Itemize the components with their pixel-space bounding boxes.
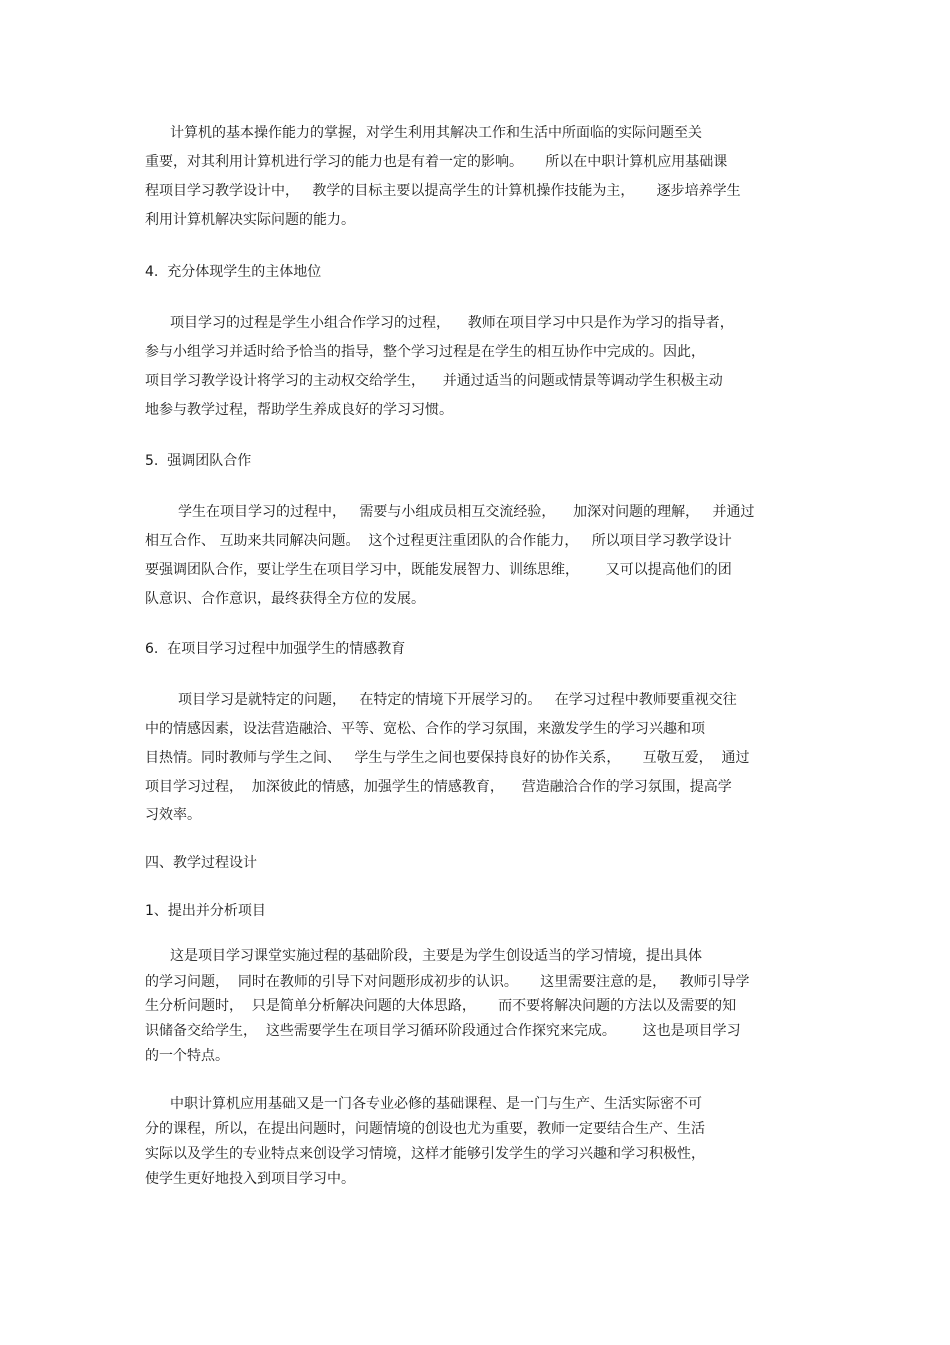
text-line: 项目学习是就特定的问题， 在特定的情境下开展学习的。 在学习过程中教师要重视交往 <box>178 692 737 708</box>
text-line: 分的课程，所以，在提出问题时，问题情境的创设也尤为重要，教师一定要结合生产、生活 <box>145 1121 705 1137</box>
text-line: 的学习问题， 同时在教师的引导下对问题形成初步的认识。 这里需要注意的是， 教师引导学 <box>145 974 750 990</box>
text-line: 这是项目学习课堂实施过程的基础阶段，主要是为学生创设适当的学习情境，提出具体 <box>170 948 702 964</box>
text-line: 要强调团队合作，要让学生在项目学习中，既能发展智力、训练思维， 又可以提高他们的团 <box>145 562 732 578</box>
text-line: 地参与教学过程，帮助学生养成良好的学习习惯。 <box>145 402 453 418</box>
text-line: 使学生更好地投入到项目学习中。 <box>145 1171 355 1187</box>
text-line: 相互合作、 互助来共同解决问题。 这个过程更注重团队的合作能力， 所以项目学习教学设计 <box>145 533 732 549</box>
text-line: 中的情感因素，设法营造融洽、平等、宽松、合作的学习氛围，来激发学生的学习兴趣和项 <box>145 721 705 737</box>
text-line: 计算机的基本操作能力的掌握，对学生利用其解决工作和生活中所面临的实际问题至关 <box>170 125 702 141</box>
text-line: 中职计算机应用基础又是一门各专业必修的基础课程、是一门与生产、生活实际密不可 <box>170 1096 702 1112</box>
text-line: 识储备交给学生， 这些需要学生在项目学习循环阶段通过合作探究来完成。 这也是项目学习 <box>145 1023 741 1039</box>
text-line: 目热情。同时教师与学生之间、 学生与学生之间也要保持良好的协作关系， 互敬互爱， 通过 <box>145 750 750 766</box>
text-line: 生分析问题时， 只是简单分析解决问题的大体思路， 而不要将解决问题的方法以及需要的知 <box>145 998 737 1014</box>
text-line: 项目学习教学设计将学习的主动权交给学生， 并通过适当的问题或情景等调动学生积极主动 <box>145 373 723 389</box>
text-line: 队意识、合作意识，最终获得全方位的发展。 <box>145 591 425 607</box>
text-line: 利用计算机解决实际问题的能力。 <box>145 212 355 228</box>
text-line: 项目学习的过程是学生小组合作学习的过程， 教师在项目学习中只是作为学习的指导者， <box>170 315 734 331</box>
section-heading: 5. 强调团队合作 <box>145 453 252 469</box>
section-heading: 四、教学过程设计 <box>145 855 257 871</box>
section-heading: 1、提出并分析项目 <box>145 903 266 919</box>
text-line: 程项目学习教学设计中， 教学的目标主要以提高学生的计算机操作技能为主， 逐步培养学生 <box>145 183 741 199</box>
text-line: 参与小组学习并适时给予恰当的指导，整个学习过程是在学生的相互协作中完成的。因此， <box>145 344 705 360</box>
text-line: 的一个特点。 <box>145 1048 229 1064</box>
text-line: 实际以及学生的专业特点来创设学习情境，这样才能够引发学生的学习兴趣和学习积极性， <box>145 1146 705 1162</box>
text-line: 项目学习过程， 加深彼此的情感，加强学生的情感教育， 营造融洽合作的学习氛围，提高学 <box>145 779 732 795</box>
section-heading: 4. 充分体现学生的主体地位 <box>145 264 322 280</box>
text-line: 学生在项目学习的过程中， 需要与小组成员相互交流经验， 加深对问题的理解， 并通过 <box>178 504 755 520</box>
text-line: 重要，对其利用计算机进行学习的能力也是有着一定的影响。 所以在中职计算机应用基础课 <box>145 154 728 170</box>
section-heading: 6. 在项目学习过程中加强学生的情感教育 <box>145 641 406 657</box>
text-line: 习效率。 <box>145 807 201 823</box>
